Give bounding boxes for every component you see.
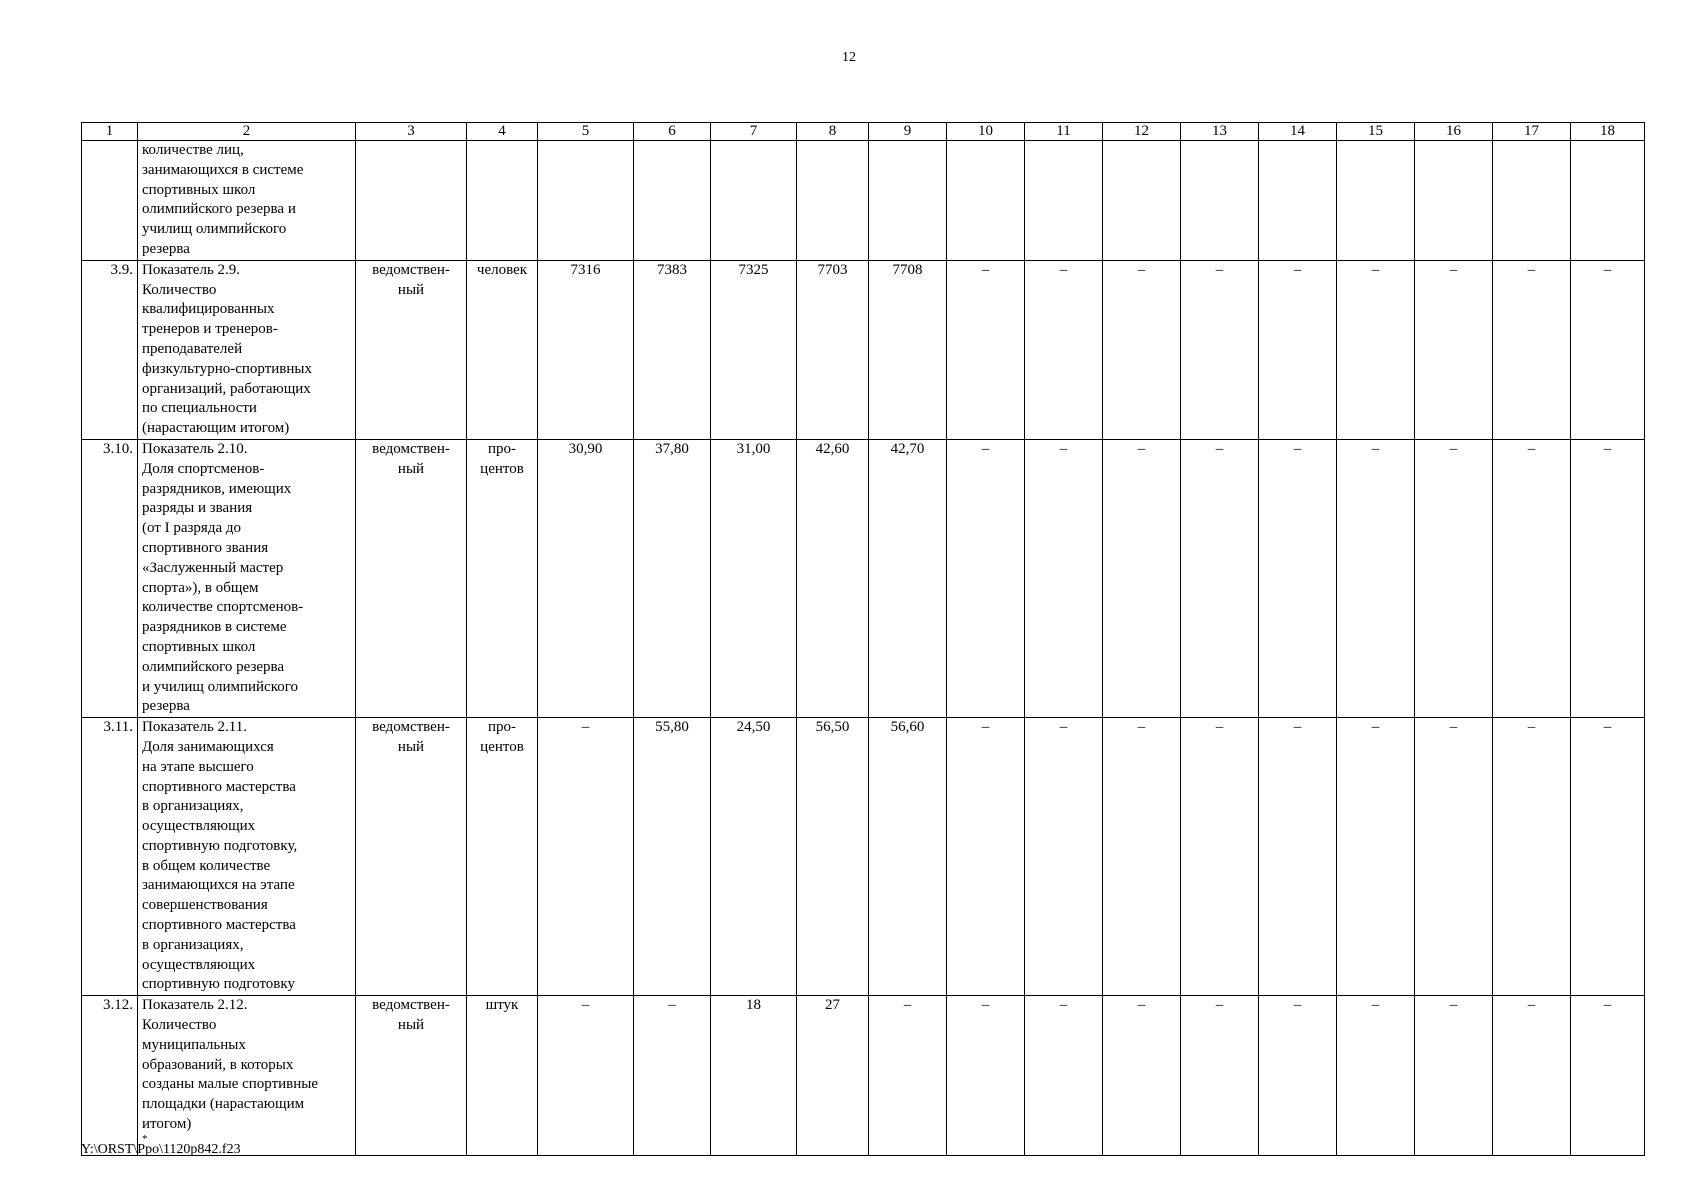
- value-cell: 42,60: [797, 439, 869, 717]
- unit-cell: про- центов: [467, 439, 538, 717]
- value-cell: –: [1337, 260, 1415, 439]
- value-cell: 18: [711, 996, 797, 1155]
- value-cell: –: [1181, 439, 1259, 717]
- value-cell: –: [1337, 718, 1415, 996]
- value-cell: –: [538, 996, 634, 1155]
- value-cell: –: [947, 260, 1025, 439]
- value-cell: 7383: [634, 260, 711, 439]
- column-number: 14: [1259, 123, 1337, 141]
- value-cell: [1181, 141, 1259, 261]
- value-cell: –: [1181, 260, 1259, 439]
- value-cell: [1259, 141, 1337, 261]
- table-row: [82, 996, 1645, 1155]
- value-cell: [797, 141, 869, 261]
- value-cell: [1103, 141, 1181, 261]
- indicator-name-cell: Показатель 2.9. Количество квалифицированных тренеров и тренеров- преподавателей физкультурно-спортивных организаций, работающих по специальности (нарастающим итогом): [138, 260, 356, 439]
- column-number-header-row: [82, 123, 1645, 141]
- indicator-name-cell: Показатель 2.12. Количество муниципальных образований, в которых созданы малые спортивные площадки (нарастающим итогом) *: [138, 996, 356, 1155]
- indicator-type-cell: ведомствен- ный: [356, 260, 467, 439]
- value-cell: [538, 141, 634, 261]
- value-cell: [947, 141, 1025, 261]
- value-cell: –: [1571, 718, 1645, 996]
- row-number-cell: 3.12.: [82, 996, 138, 1155]
- value-cell: [1025, 141, 1103, 261]
- file-path-footer: Y:\ORST\Ppo\1120p842.f23: [81, 1142, 241, 1157]
- value-cell: –: [947, 996, 1025, 1155]
- value-cell: –: [1025, 718, 1103, 996]
- value-cell: [711, 141, 797, 261]
- value-cell: –: [1415, 439, 1493, 717]
- column-number: 4: [467, 123, 538, 141]
- value-cell: –: [1259, 718, 1337, 996]
- column-number: 2: [138, 123, 356, 141]
- value-cell: –: [1571, 260, 1645, 439]
- value-cell: 24,50: [711, 718, 797, 996]
- table-row: [82, 141, 1645, 261]
- row-number-cell: 3.11.: [82, 718, 138, 996]
- column-number: 13: [1181, 123, 1259, 141]
- value-cell: [1415, 141, 1493, 261]
- value-cell: –: [1571, 996, 1645, 1155]
- column-number: 6: [634, 123, 711, 141]
- value-cell: 7708: [869, 260, 947, 439]
- value-cell: 7325: [711, 260, 797, 439]
- value-cell: 56,60: [869, 718, 947, 996]
- value-cell: –: [1415, 260, 1493, 439]
- value-cell: –: [1181, 996, 1259, 1155]
- value-cell: –: [947, 718, 1025, 996]
- indicator-type-cell: ведомствен- ный: [356, 718, 467, 996]
- indicator-name-cell: Показатель 2.10. Доля спортсменов- разрядников, имеющих разряды и звания (от I разряда до спортивного звания «Заслуженный мастер спорта»), в общем количестве спортсменов- разрядников в системе спортивных школ олимпийского резерва и училищ олимпийского резерва: [138, 439, 356, 717]
- column-number: 5: [538, 123, 634, 141]
- value-cell: 31,00: [711, 439, 797, 717]
- value-cell: –: [1025, 260, 1103, 439]
- value-cell: [869, 141, 947, 261]
- table-row: [82, 260, 1645, 439]
- indicator-type-cell: ведомствен- ный: [356, 996, 467, 1155]
- value-cell: –: [538, 718, 634, 996]
- column-number: 18: [1571, 123, 1645, 141]
- value-cell: 56,50: [797, 718, 869, 996]
- column-number: 12: [1103, 123, 1181, 141]
- indicator-name-cell: Показатель 2.11. Доля занимающихся на этапе высшего спортивного мастерства в организациях, осуществляющих спортивную подготовку, в общем количестве занимающихся на этапе совершенствования спортивного мастерства в организациях, осуществляющих спортивную подготовку: [138, 718, 356, 996]
- value-cell: –: [1337, 439, 1415, 717]
- table-row: [82, 718, 1645, 996]
- column-number: 15: [1337, 123, 1415, 141]
- indicator-table: [81, 122, 1645, 1156]
- unit-cell: штук: [467, 996, 538, 1155]
- column-number: 16: [1415, 123, 1493, 141]
- value-cell: –: [1493, 996, 1571, 1155]
- value-cell: 7703: [797, 260, 869, 439]
- value-cell: –: [1259, 996, 1337, 1155]
- value-cell: –: [1181, 718, 1259, 996]
- value-cell: 55,80: [634, 718, 711, 996]
- value-cell: –: [1337, 996, 1415, 1155]
- value-cell: –: [1259, 260, 1337, 439]
- value-cell: [1337, 141, 1415, 261]
- value-cell: –: [1493, 260, 1571, 439]
- row-number-cell: 3.10.: [82, 439, 138, 717]
- value-cell: –: [1103, 260, 1181, 439]
- column-number: 9: [869, 123, 947, 141]
- unit-cell: [467, 141, 538, 261]
- value-cell: –: [1415, 996, 1493, 1155]
- value-cell: –: [947, 439, 1025, 717]
- indicator-type-cell: [356, 141, 467, 261]
- indicator-type-cell: ведомствен- ный: [356, 439, 467, 717]
- value-cell: 37,80: [634, 439, 711, 717]
- value-cell: –: [1025, 439, 1103, 717]
- table-row: [82, 439, 1645, 717]
- value-cell: [1571, 141, 1645, 261]
- column-number: 1: [82, 123, 138, 141]
- value-cell: [634, 141, 711, 261]
- column-number: 7: [711, 123, 797, 141]
- value-cell: [1493, 141, 1571, 261]
- value-cell: –: [1103, 996, 1181, 1155]
- value-cell: –: [1103, 439, 1181, 717]
- value-cell: –: [1493, 439, 1571, 717]
- value-cell: –: [1493, 718, 1571, 996]
- column-number: 8: [797, 123, 869, 141]
- indicator-name-cell: количестве лиц, занимающихся в системе спортивных школ олимпийского резерва и училищ олимпийского резерва: [138, 141, 356, 261]
- unit-cell: человек: [467, 260, 538, 439]
- value-cell: 30,90: [538, 439, 634, 717]
- value-cell: –: [634, 996, 711, 1155]
- column-number: 10: [947, 123, 1025, 141]
- unit-cell: про- центов: [467, 718, 538, 996]
- value-cell: –: [869, 996, 947, 1155]
- footnote-mark: *: [142, 1132, 148, 1145]
- value-cell: 27: [797, 996, 869, 1155]
- page-number: 12: [842, 50, 856, 65]
- value-cell: –: [1415, 718, 1493, 996]
- row-number-cell: 3.9.: [82, 260, 138, 439]
- value-cell: 7316: [538, 260, 634, 439]
- value-cell: –: [1259, 439, 1337, 717]
- value-cell: –: [1571, 439, 1645, 717]
- column-number: 17: [1493, 123, 1571, 141]
- value-cell: 42,70: [869, 439, 947, 717]
- column-number: 3: [356, 123, 467, 141]
- column-number: 11: [1025, 123, 1103, 141]
- row-number-cell: [82, 141, 138, 261]
- value-cell: –: [1103, 718, 1181, 996]
- value-cell: –: [1025, 996, 1103, 1155]
